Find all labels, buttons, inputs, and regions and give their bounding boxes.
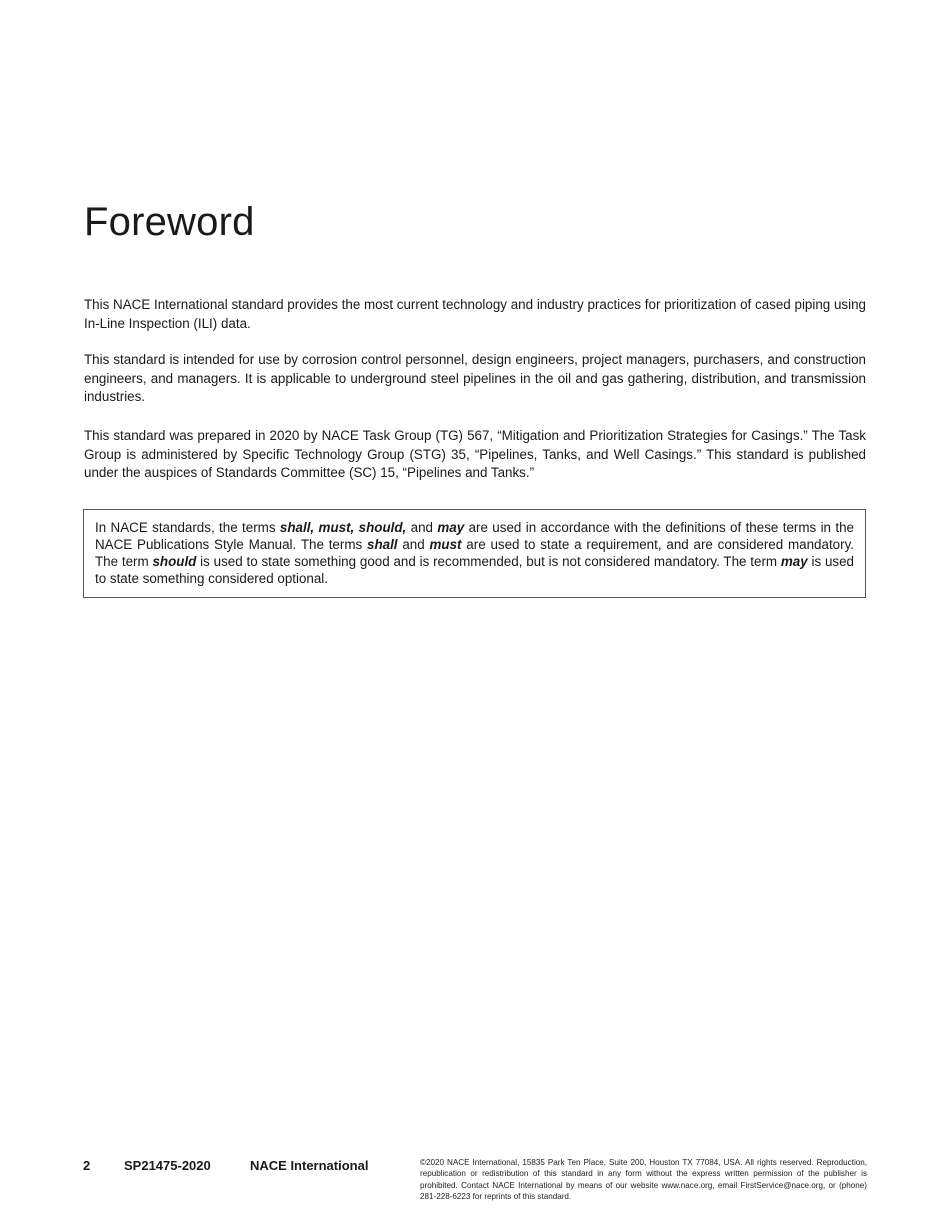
footer-copyright-notice: ©2020 NACE International, 15835 Park Ten Place, Suite 200, Houston TX 77084, USA. All rights reserved. Reproduction, republication or redistribution of this standard in any form without the express written permission of the publisher is prohibited. Contact NACE International by means of our website www.nace.org, email FirstService@nace.org, or (phone) 281-228-6223 for reprints of this standard. <box>420 1158 867 1202</box>
foreword-paragraph-2: This standard is intended for use by corrosion control personnel, design engineers, project managers, purchasers, and construction engineers, and managers. It is applicable to underground steel pipelines in the oil and gas gathering, distribution, and transmission industries. <box>84 352 866 405</box>
notice-term-may: may <box>437 520 465 535</box>
notice-term-shall: shall <box>367 537 398 552</box>
footer-document-id: SP21475-2020 <box>124 1158 211 1173</box>
foreword-paragraph-3: This standard was prepared in 2020 by NACE Task Group (TG) 567, “Mitigation and Prioritization Strategies for Casings.” The Task Group is administered by Specific Technology Group (STG) 35, “Pipelines, Tanks, and Well Casings.” This standard is published under the auspices of Standards Committee (SC) 15, “Pipelines and Tanks.” <box>84 428 866 481</box>
notice-term-shall-must-should: shall, must, should, <box>279 520 407 535</box>
page-footer <box>0 1150 950 1210</box>
notice-text: are used in accordance with the definitions of these terms in the NACE Publications Style Manual. The terms <box>95 520 855 552</box>
notice-text: is used to state something good and is recommended, but is not considered mandatory. The term <box>196 554 781 569</box>
footer-page-number: 2 <box>83 1158 91 1173</box>
notice-text: and <box>397 537 430 552</box>
notice-text: In NACE standards, the terms <box>95 520 280 535</box>
footer-organization: NACE International <box>250 1158 369 1173</box>
notice-term-must: must <box>429 537 462 552</box>
notice-term-may: may <box>780 554 808 569</box>
notice-term-should: should <box>152 554 197 569</box>
notice-text: is used to state something considered optional. <box>95 554 855 586</box>
terminology-notice-box <box>83 509 866 598</box>
page-title: Foreword <box>84 200 255 244</box>
foreword-paragraph-1: This NACE International standard provides the most current technology and industry practices for prioritization of cased piping using In-Line Inspection (ILI) data. <box>84 297 866 331</box>
notice-text: are used to state a requirement, and are considered mandatory. The term <box>95 537 854 569</box>
notice-text: and <box>406 520 438 535</box>
